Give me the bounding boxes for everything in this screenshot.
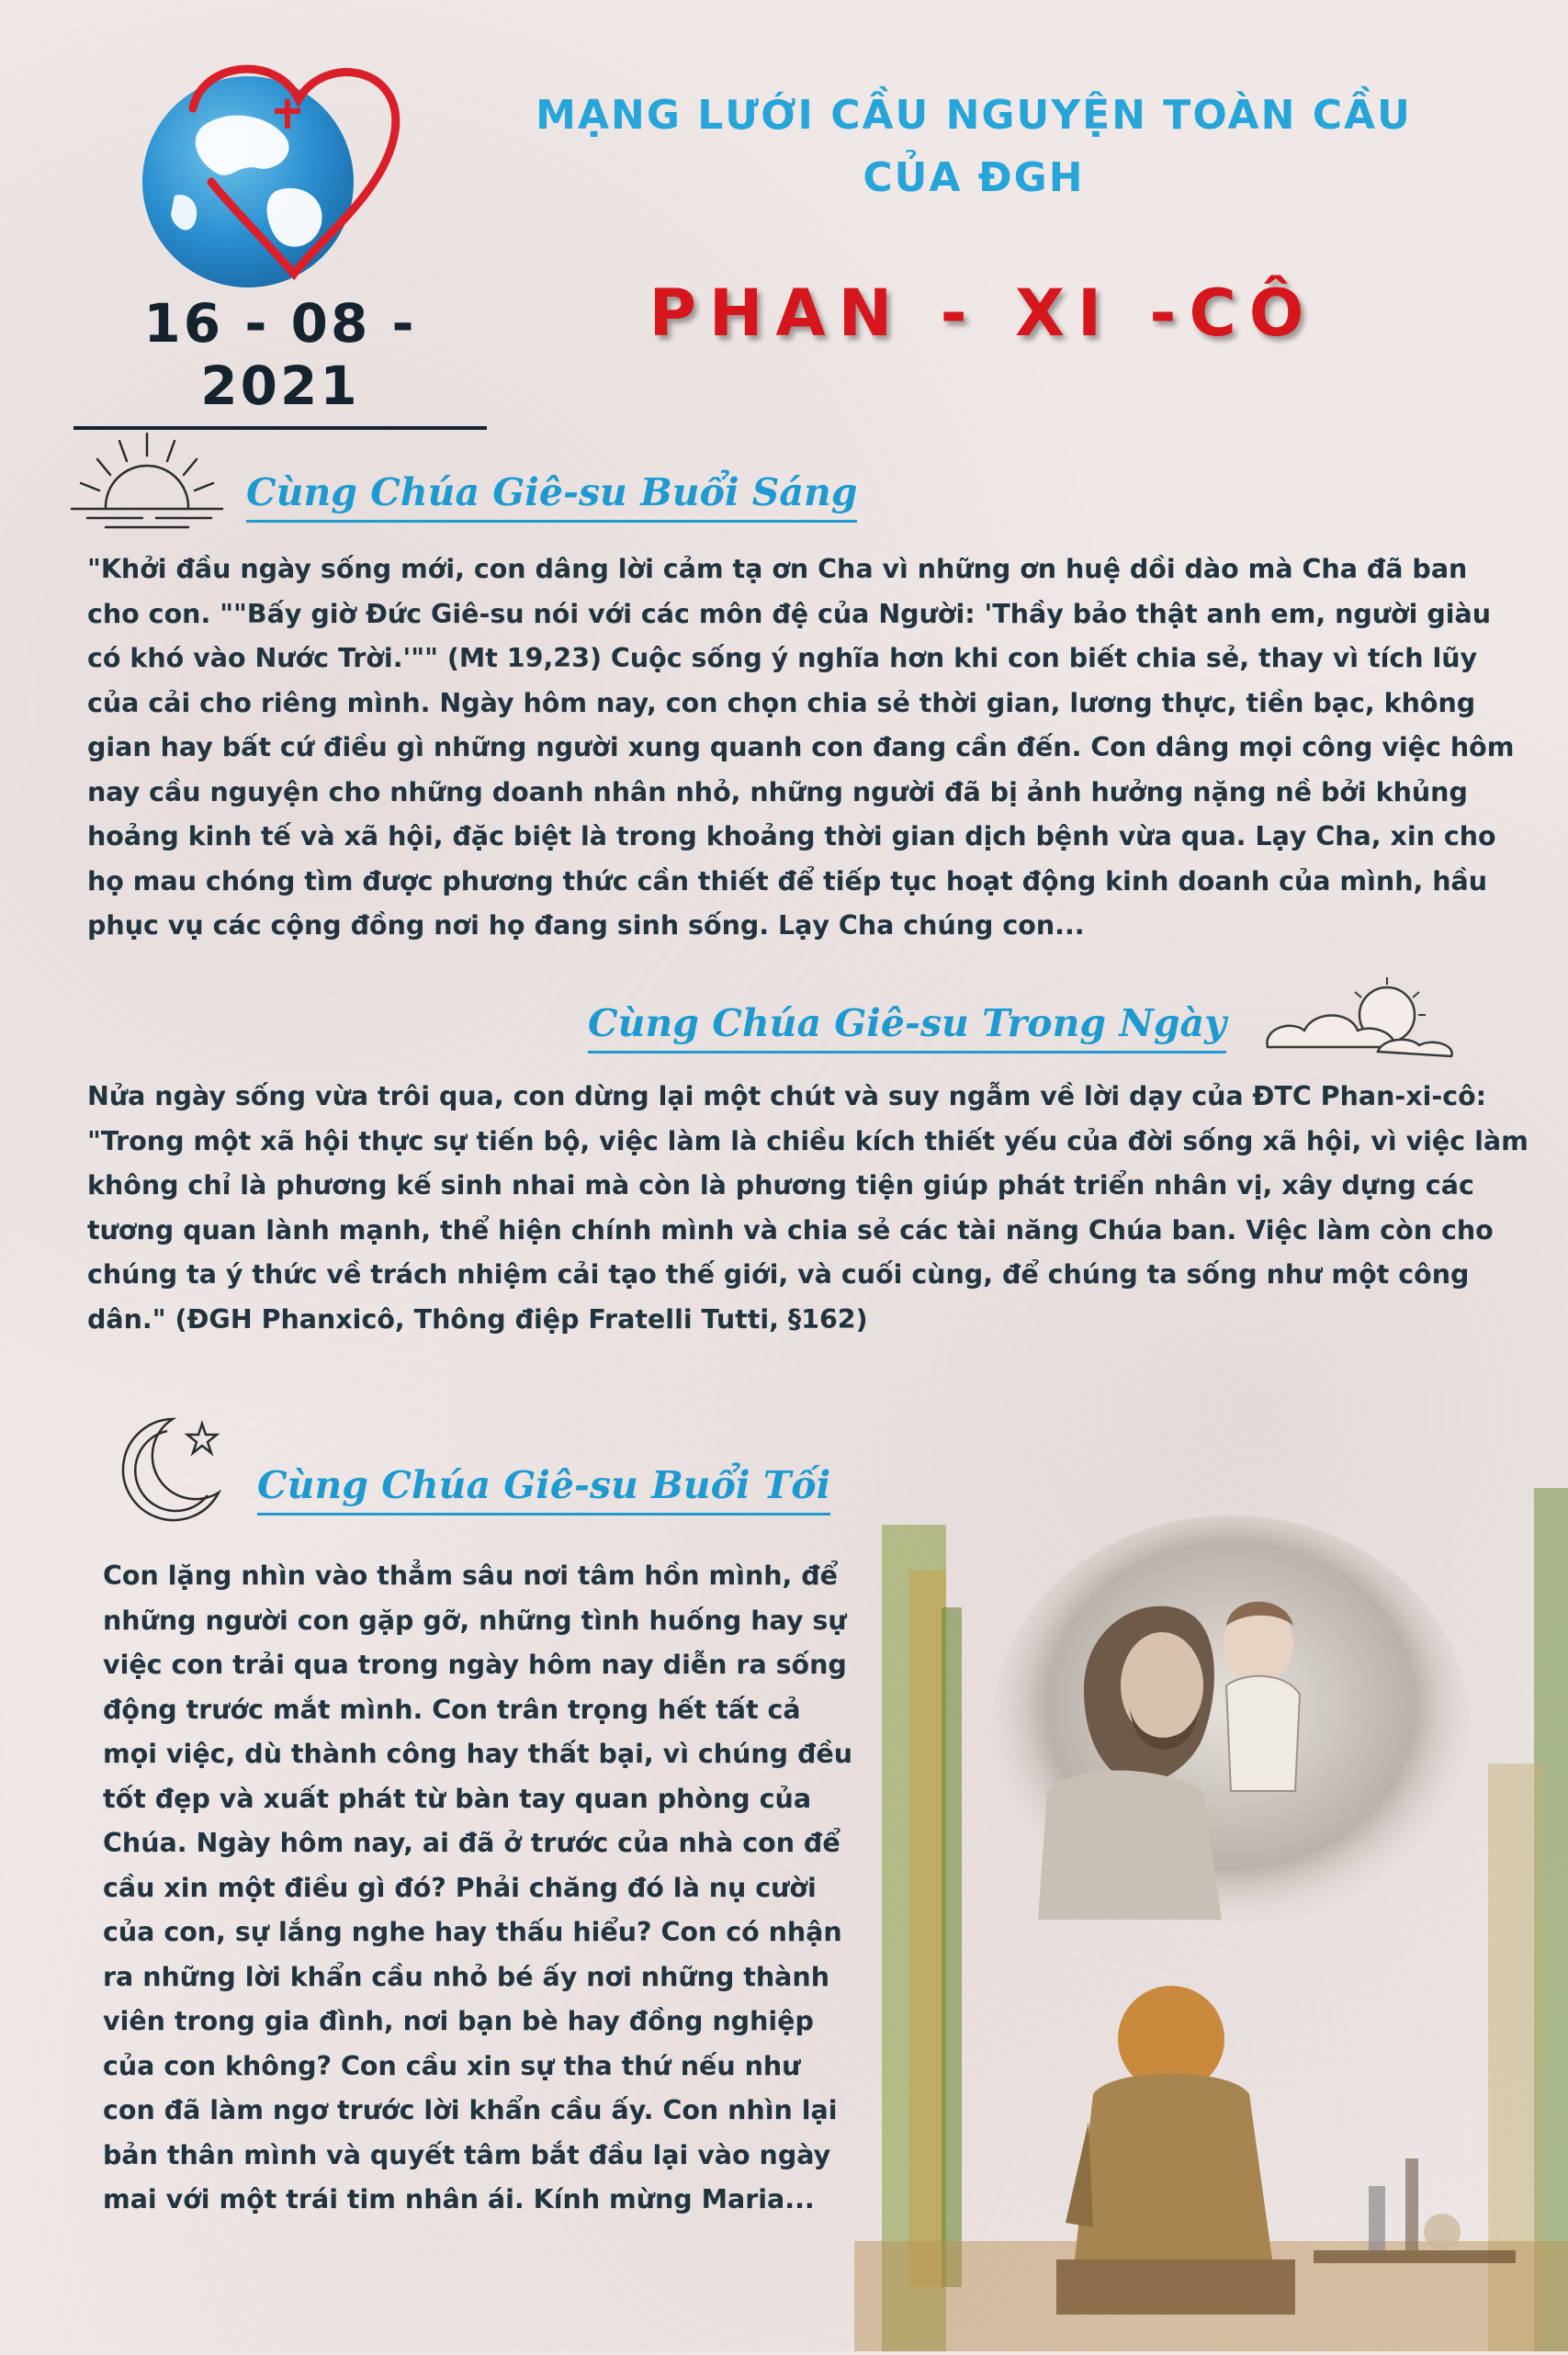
evening-prayer-text: Con lặng nhìn vào thẳm sâu nơi tâm hồn mình, để những người con gặp gỡ, những tình huống hay sự việc con trải qua trong ngày hôm nay diễn ra sống động trước mắt mình. Con trân trọng hết tất cả mọi việc, dù thành công hay thất bại, vì chúng đều tốt đẹp và xuất phát từ bàn tay quan phòng của Chúa. Ngày hôm nay, ai đã ở trước của nhà con để cầu xin một điều gì đó? Phải chăng đó là nụ cười của con, sự lắng nghe hay thấu hiểu? Con có nhận ra những lời khẩn cầu nhỏ bé ấy nơi những thành viên trong gia đình, nơi bạn bè hay đồng nghiệp của con không? Con cầu xin sự tha thứ nếu như con đã làm ngơ trước lời khẩn cầu ấy. Con nhìn lại bản thân mình và quyết tâm bắt đầu lại vào ngày mai với một trái tim nhân ái. Kính mừng Maria...: [103, 1561, 852, 2214]
sunrise-icon: [64, 424, 230, 535]
evening-heading: Cùng Chúa Giê-su Buổi Tối: [257, 1463, 830, 1516]
pope-name: PHAN - XI -CÔ: [649, 276, 1317, 351]
jesus-child-illustration: [854, 1488, 1568, 2351]
moon-star-icon: [108, 1405, 237, 1525]
day-prayer-text: Nửa ngày sống vừa trôi qua, con dừng lại một chút và suy ngẫm về lời dạy của ĐTC Phan-xi-cô: "Trong một xã hội thực sự tiến bộ, việc làm là chiều kích thiết yếu của đời sống xã hội, vì việc làm không chỉ là phương kế sinh nhai mà còn là phương tiện giúp phát triển nhân vị, xây dựng các tương quan lành mạnh, thể hiện chính mình và chia sẻ các tài năng Chúa ban. Việc làm còn cho chúng ta ý thức về trách nhiệm cải tạo thế giới, và cuối cùng, để chúng ta sống như một công dân." (ĐGH Phanxicô, Thông điệp Fratelli Tutti, §162): [87, 1081, 1529, 1335]
day-heading: Cùng Chúa Giê-su Trong Ngày: [588, 1001, 1226, 1054]
prayer-network-logo: [138, 44, 413, 301]
network-title: [514, 85, 1433, 209]
cloud-sun-icon: [1249, 974, 1470, 1065]
date: 16 - 08 - 2021: [73, 292, 487, 430]
morning-prayer-text: "Khởi đầu ngày sống mới, con dâng lời cảm tạ ơn Cha vì những ơn huệ dồi dào mà Cha đã ban cho con. ""Bấy giờ Đức Giê-su nói với các môn đệ của Người: 'Thầy bảo thật anh em, người giàu có khó vào Nước Trời.'"" (Mt 19,23) Cuộc sống ý nghĩa hơn khi con biết chia sẻ, thay vì tích lũy của cải cho riêng mình. Ngày hôm nay, con chọn chia sẻ thời gian, lương thực, tiền bạc, không gian hay bất cứ điều gì những người xung quanh con đang cần đến. Con dâng mọi công việc hôm nay cầu nguyện cho những doanh nhân nhỏ, những người đã bị ảnh hưởng nặng nề bởi khủng hoảng kinh tế và xã hội, đặc biệt là trong khoảng thời gian dịch bệnh vừa qua. Lạy Cha, xin cho họ mau chóng tìm được phương thức cần thiết để tiếp tục hoạt động kinh doanh của mình, hầu phục vụ các cộng đồng nơi họ đang sinh sống. Lạy Cha chúng con...: [87, 554, 1515, 941]
globe-heart-icon: [138, 44, 413, 301]
network-title-line1: MẠNG LƯỚI CẦU NGUYỆN TOÀN CẦU: [536, 92, 1412, 139]
network-title-line2: CỦA ĐGH: [863, 154, 1085, 202]
morning-heading: Cùng Chúa Giê-su Buổi Sáng: [246, 470, 857, 523]
